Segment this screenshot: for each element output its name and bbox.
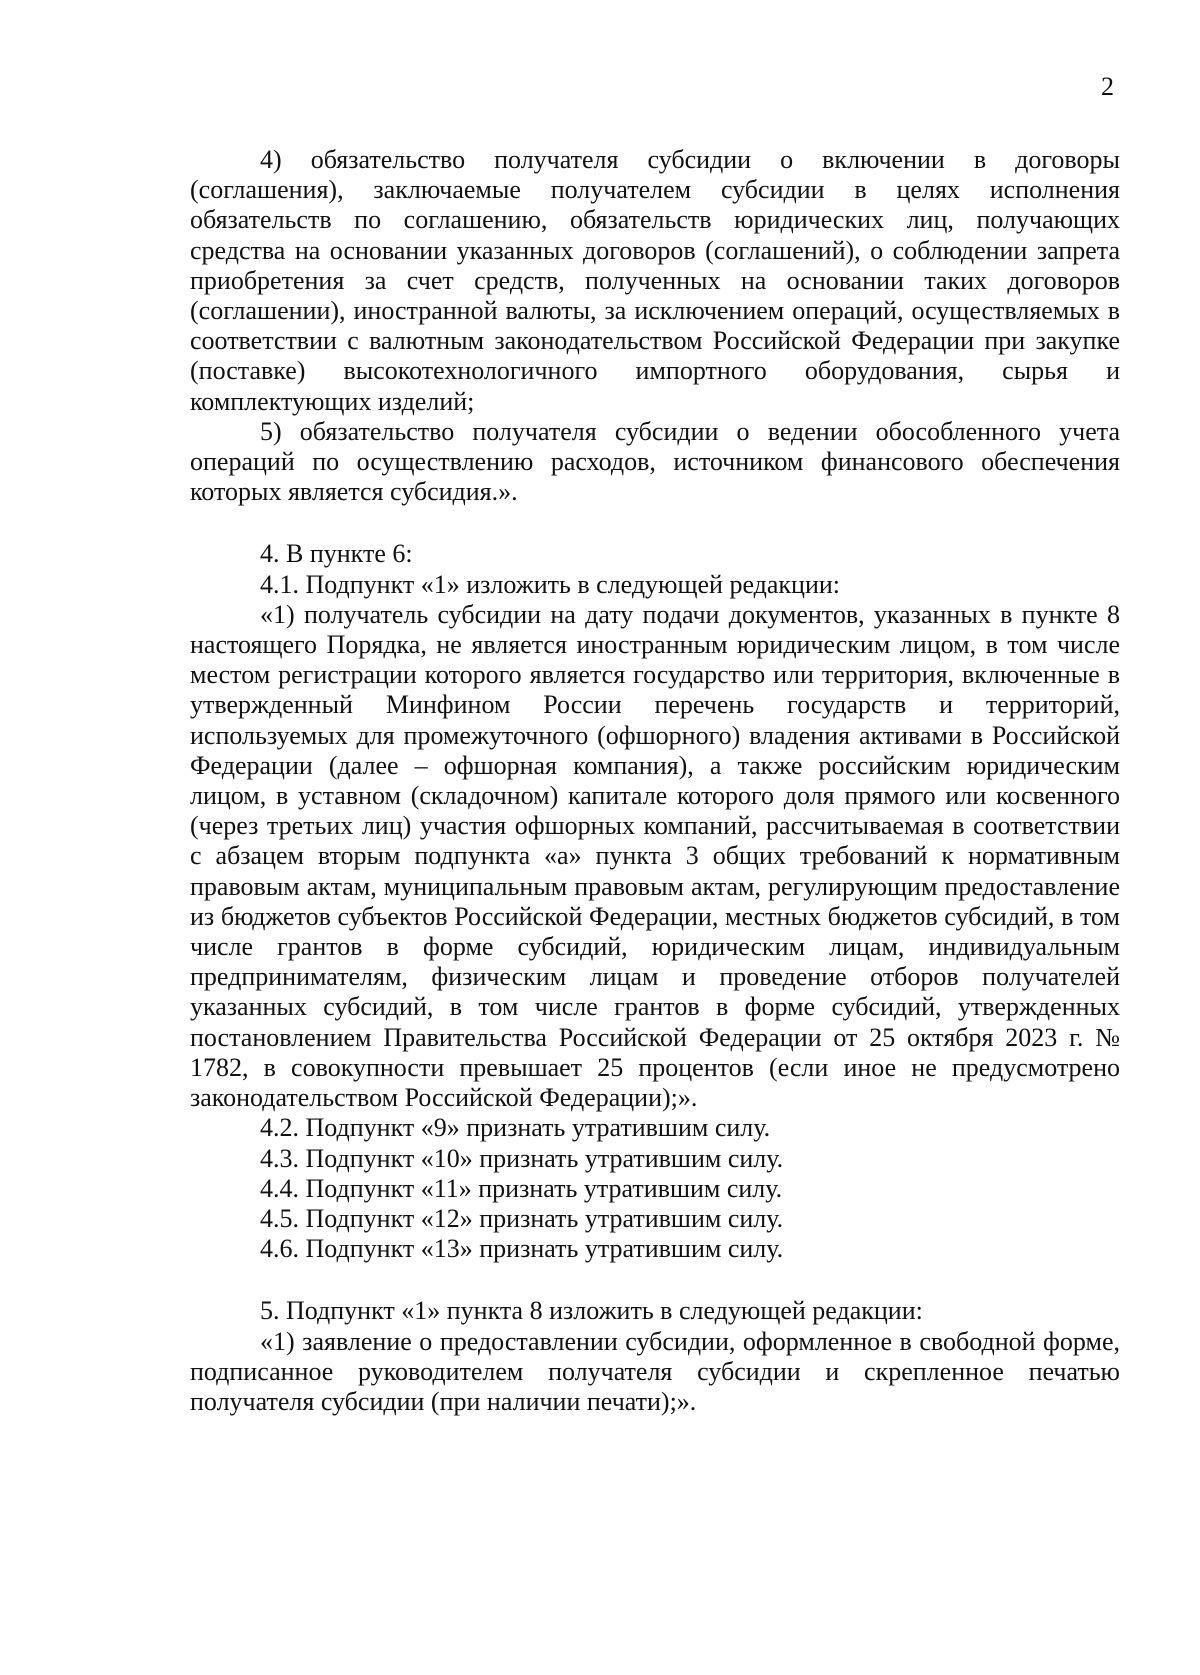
document-body	[190, 145, 1120, 1417]
paragraph-item-4-2: 4.2. Подпункт «9» признать утратившим силу.	[260, 1113, 771, 1143]
paragraph-item-4-6: 4.6. Подпункт «13» признать утратившим силу.	[260, 1234, 784, 1264]
paragraph-obligation-5: 5) обязательство получателя субсидии о ведении обособленного учета операций по осуществлению расходов, источником финансового обеспечения которых является субсидия.».	[190, 416, 1120, 507]
paragraph-obligation-4: 4) обязательство получателя субсидии о включении в договоры (соглашения), заключаемые получателем субсидии в целях исполнения обязательств по соглашению, обязательств юридических лиц, получающих средства на основании указанных договоров (соглашений), о соблюдении запрета приобретения за счет средств, полученных на основании таких договоров (соглашении), иностранной валюты, за исключением операций, осуществляемых в соответствии с валютным законодательством Российской Федерации при закупке (поставке) высокотехнологичного импортного оборудования, сырья и комплектующих изделий;	[190, 145, 1120, 416]
paragraph-item-4-heading: 4. В пункте 6:	[260, 539, 413, 569]
paragraph-item-4-5: 4.5. Подпункт «12» признать утратившим силу.	[260, 1203, 784, 1233]
paragraph-item-4-1: 4.1. Подпункт «1» изложить в следующей редакции:	[260, 569, 841, 599]
paragraph-gap	[190, 507, 1120, 539]
paragraph-item-4-3: 4.3. Подпункт «10» признать утратившим силу.	[260, 1143, 784, 1173]
paragraph-gap	[190, 1264, 1120, 1296]
paragraph-item-4-4: 4.4. Подпункт «11» признать утратившим силу.	[260, 1173, 783, 1203]
page-number: 2	[1101, 72, 1114, 101]
paragraph-item-4-1-text: «1) получатель субсидии на дату подачи документов, указанных в пункте 8 настоящего Порядка, не является иностранным юридическим лицом, в том числе местом регистрации которого является государство или территория, включенные в утвержденный Минфином России перечень государств и территорий, используемых для промежуточного (офшорного) владения активами в Российской Федерации (далее – офшорная компания), а также российским юридическим лицом, в уставном (складочном) капитале которого доля прямого или косвенного (через третьих лиц) участия офшорных компаний, рассчитываемая в соответствии с абзацем вторым подпункта «а» пункта 3 общих требований к нормативным правовым актам, муниципальным правовым актам, регулирующим предоставление из бюджетов субъектов Российской Федерации, местных бюджетов субсидий, в том числе грантов в форме субсидий, юридическим лицам, индивидуальным предпринимателям, физическим лицам и проведение отборов получателей указанных субсидий, в том числе грантов в форме субсидий, утвержденных постановлением Правительства Российской Федерации от 25 октября 2023 г. № 1782, в совокупности превышает 25 процентов (если иное не предусмотрено законодательством Российской Федерации);».	[190, 599, 1120, 1113]
paragraph-item-5-text: «1) заявление о предоставлении субсидии, оформленное в свободной форме, подписанное руководителем получателя субсидии и скрепленное печатью получателя субсидии (при наличии печати);».	[190, 1326, 1120, 1416]
paragraph-item-5: 5. Подпункт «1» пункта 8 изложить в следующей редакции:	[260, 1296, 923, 1326]
